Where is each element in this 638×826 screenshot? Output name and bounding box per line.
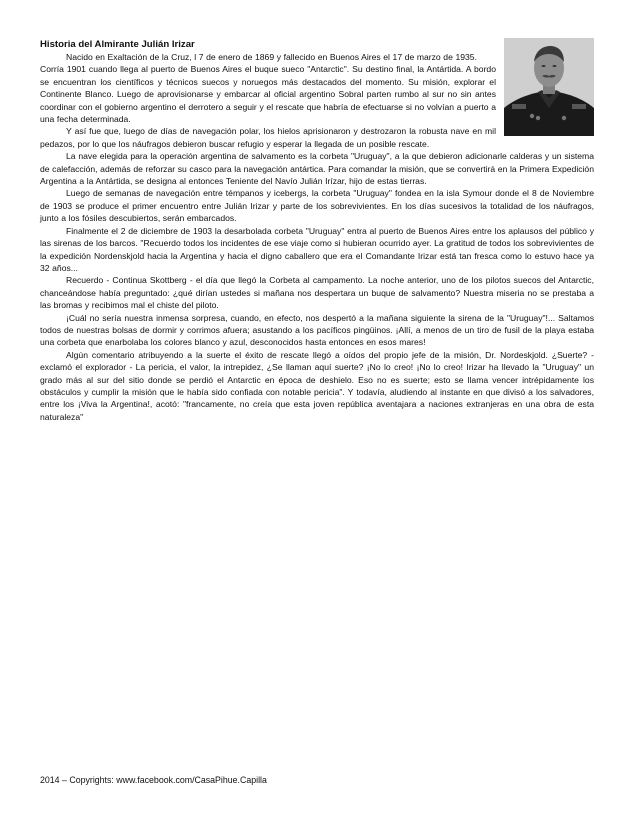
page-footer: 2014 – Copyrights: www.facebook.com/CasaPihue.Capilla xyxy=(40,775,267,785)
paragraph-surprise: ¡Cuál no sería nuestra inmensa sorpresa, cuando, en efecto, nos despertó a la mañana siguiente la sirena de la "Uruguay"!... Saltamos todos de nuestras bolsas de dormir y corrimos afuera; asustando a los pacíficos pingüinos. ¡Allí, a menos de un tiro de fusil de la playa estaba una corbeta que enarbolaba los colores blanco y azul, desconocidos hasta entonces en esos mares! xyxy=(40,312,594,348)
paragraph-uruguay: La nave elegida para la operación argentina de salvamento es la corbeta "Uruguay", a la que debieron adicionarle calderas y un sistema de calefacción, además de reforzar su casco para la navegación antártica. Para comandar la misión, que se convertirá en la Primera Expedición Argentina a la Antártida, se designa al entonces Teniente del Navío Julián Irízar, hijo de estas tierras. xyxy=(40,151,594,187)
paragraph-encounter: Luego de semanas de navegación entre témpanos y icebergs, la corbeta "Uruguay" fondea en la isla Symour donde el 8 de Noviembre de 1903 se produce el primer encuentro entre Julián Irizar y parte de los sobrevivientes. En los días sucesivos la totalidad de los náufragos, junto a los fósiles descubiertos, serán embarcados. xyxy=(40,188,594,224)
document-title: Historia del Almirante Julián Irizar xyxy=(40,39,195,50)
portrait-illustration xyxy=(504,38,594,136)
paragraph-antarctic: Corría 1901 cuando llega al puerto de Buenos Aires el buque sueco "Antarctic". Su destino final, la Antártida. A bordo se encuentran los científicos y técnicos suecos y noruegos más destacados del momento. Su misión, explorar el Continente Blanco. Luego de aprovisionarse y embarcar al oficial argentino Sobral parten rumbo al sur no sin antes coordinar con el gobierno argentino el derrotero a seguir y el rescate que habría de efectuarse si no volvían a puerto a una fecha determinada. xyxy=(40,64,496,125)
paragraph-nordenskjold: Algún comentario atribuyendo a la suerte el éxito de rescate llegó a oídos del propio jefe de la misión, Dr. Nordeskjold. ¿Suerte? - exclamó el explorador - La pericia, el valor, la intrepidez, ¿Se llaman aquí suerte? ¡No lo creo! ¡No lo creo! Irizar ha llevado la "Uruguay" un grado más al sur del sitio donde se perdió el Antarctic en época de deshielo. Eso no es suerte; esto se llama vencer intrépidamente los obstáculos y cumplir la misión que le había sido confiada con notable pericia". Y todavía, aludiendo al instante en que divisó a los salvadores, entre los ¡Viva la Argentina!, acotó: "francamente, no creía que esta joven república aventajara a naciones extranjeras en una obra de esta naturaleza" xyxy=(40,349,594,422)
portrait-photo-icon xyxy=(504,38,594,136)
paragraph-return: Finalmente el 2 de diciembre de 1903 la desarbolada corbeta "Uruguay" entra al puerto de Buenos Aires entre los aplausos del público y las sirenas de los barcos. "Recuerdo todos los incidentes de ese viaje como si hubieran ocurrido ayer. La gratitud de todos los sobrevivientes de la expedición Nordenskjold hacia la Argentina y hacia el digno caballero que era el Comandante Irizar está tan fresca como lo estuvo hace ya 32 años... xyxy=(40,225,594,273)
paragraph-shipwreck: Y así fue que, luego de días de navegación polar, los hielos aprisionaron y destrozaron la robusta nave en mil pedazos, por lo que los náufragos debieron buscar refugio y esperar la llegada de un posible rescate. xyxy=(40,126,496,149)
paragraph-skottberg: Recuerdo - Continua Skottberg - el día que llegó la Corbeta al campamento. La noche anterior, uno de los pilotos suecos del Antarctic, chanceándose había preguntado: ¿qué dirían ustedes si mañana nos despertara un buque de salvamento? Nuestra miseria no se prestaba a las bromas y recibimos mal el chiste del piloto. xyxy=(40,275,594,311)
paragraph-birth: Nacido en Exaltación de la Cruz, l 7 de enero de 1869 y fallecido en Buenos Aires el 17 de marzo de 1935. xyxy=(66,52,477,62)
document-page xyxy=(40,38,594,423)
